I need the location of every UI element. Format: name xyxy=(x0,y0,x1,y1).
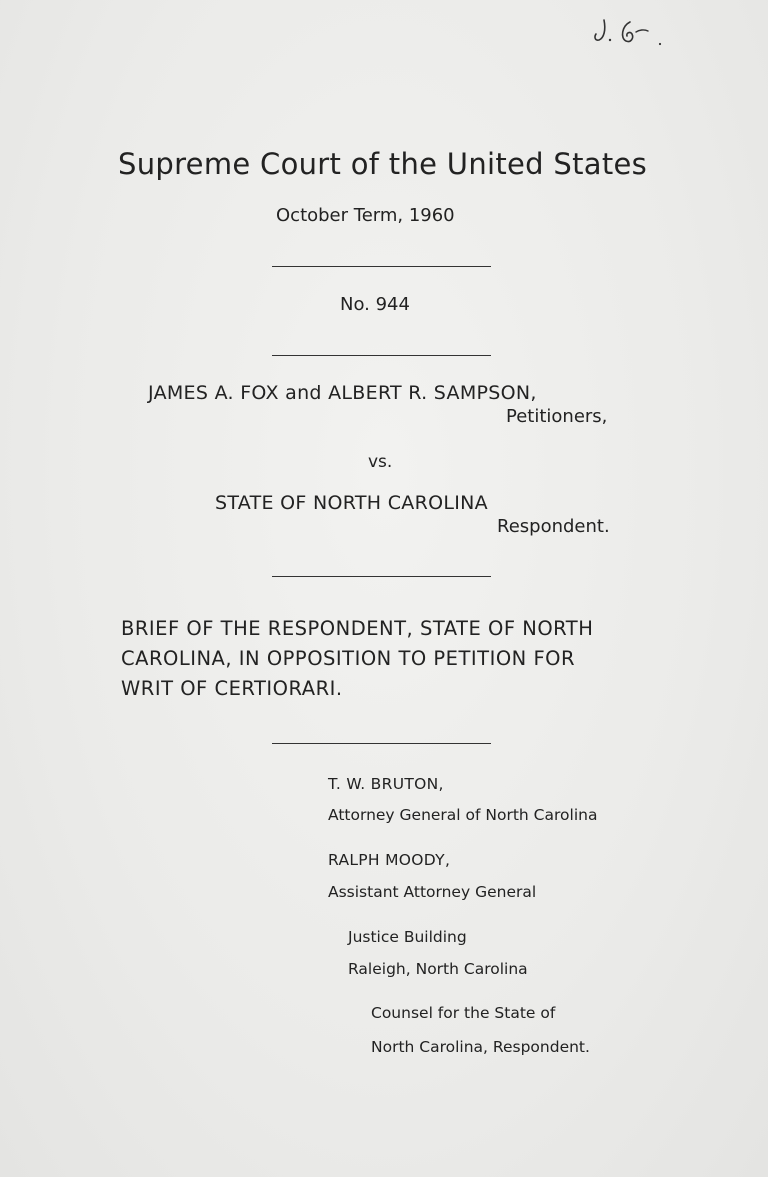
divider-1 xyxy=(272,266,491,267)
petitioner-role: Petitioners, xyxy=(506,406,608,427)
address-line-1: Justice Building xyxy=(348,928,467,946)
counsel-line-1: Counsel for the State of xyxy=(371,1004,556,1022)
case-number: No. 944 xyxy=(340,294,410,315)
counsel-line-2: North Carolina, Respondent. xyxy=(371,1038,590,1056)
term: October Term, 1960 xyxy=(276,205,455,226)
divider-2 xyxy=(272,355,491,356)
attorney-general-title: Attorney General of North Carolina xyxy=(328,806,598,824)
versus: vs. xyxy=(368,452,393,472)
petitioner-names: JAMES A. FOX and ALBERT R. SAMPSON, xyxy=(148,382,537,404)
divider-4 xyxy=(272,743,491,744)
assistant-attorney-name: RALPH MOODY, xyxy=(328,851,451,869)
handwritten-initials xyxy=(592,14,672,50)
respondent-name: STATE OF NORTH CAROLINA xyxy=(215,492,488,514)
court-title: Supreme Court of the United States xyxy=(118,147,648,181)
attorney-general-name: T. W. BRUTON, xyxy=(328,775,444,793)
address-line-2: Raleigh, North Carolina xyxy=(348,960,528,978)
respondent-role: Respondent. xyxy=(497,516,610,537)
divider-3 xyxy=(272,576,491,577)
brief-title: BRIEF OF THE RESPONDENT, STATE OF NORTH CAROLINA, IN OPPOSITION TO PETITION FOR WRIT OF CERTIORARI. xyxy=(121,617,594,700)
assistant-attorney-title: Assistant Attorney General xyxy=(328,883,537,901)
